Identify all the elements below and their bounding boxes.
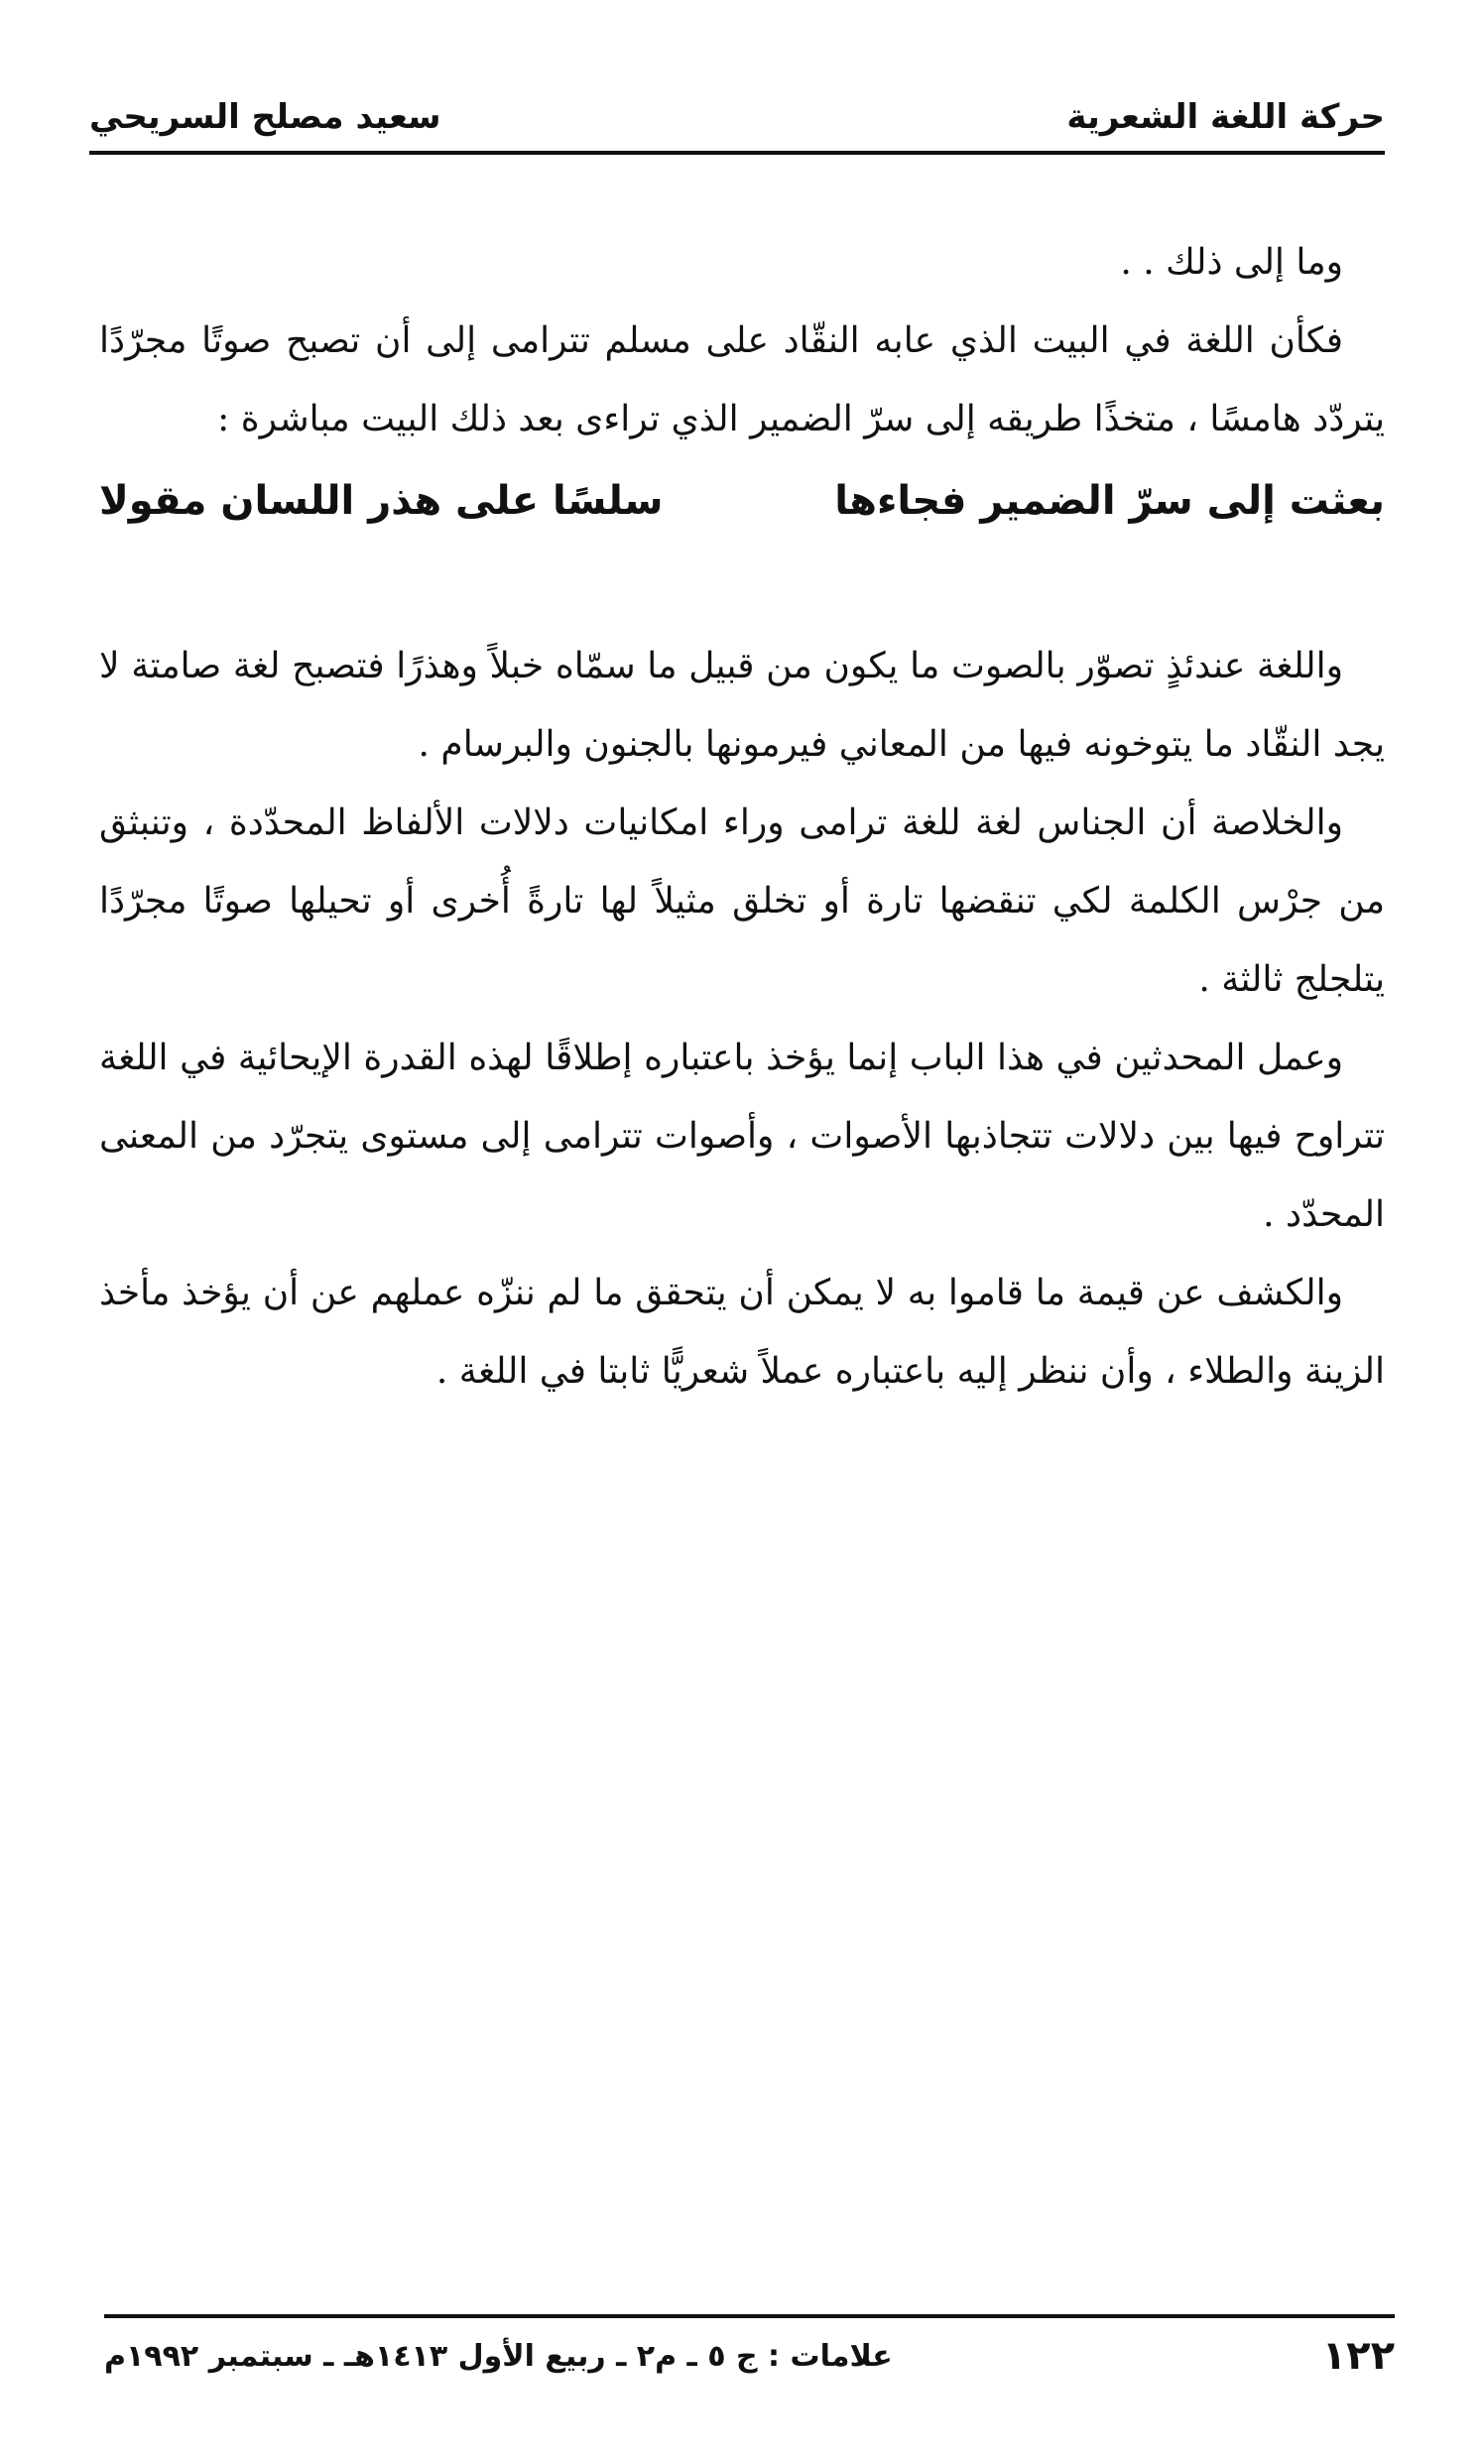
page-number: ١٢٢ — [1321, 2333, 1395, 2379]
running-header — [89, 91, 1385, 155]
verse-first-hemistich: بعثت إلى سرّ الضمير فجاءها — [834, 478, 1385, 524]
paragraph-2: فكأن اللغة في البيت الذي عابه النقّاد على مسلم تترامى إلى أن تصبح صوتًا مجرّدًا يتردّد هامسًا ، متخذًا طريقه إلى سرّ الضمير الذي تراءى بعد ذلك البيت مباشرة : — [99, 320, 1385, 439]
running-header-book-title: حركة اللغة الشعرية — [1066, 97, 1385, 137]
paragraph-6: والكشف عن قيمة ما قاموا به لا يمكن أن يتحقق ما لم ننزّه عملهم عن أن يؤخذ مأخذ الزينة والطلاء ، وأن ننظر إليه باعتباره عملاً شعريًّا ثابتا في اللغة . — [99, 1273, 1385, 1392]
footer-rule — [104, 2314, 1395, 2318]
paragraph-5: وعمل المحدثين في هذا الباب إنما يؤخذ باعتباره إطلاقًا لهذه القدرة الإيحائية في اللغة تتراوح فيها بين دلالات تتجاذبها الأصوات ، وأصوات تترامى إلى مستوى يتجرّد من المعنى المحدّد . — [99, 1038, 1385, 1235]
verse-spacer — [99, 544, 1385, 627]
paragraph-4: والخلاصة أن الجناس لغة للغة ترامى وراء امكانيات دلالات الألفاظ المحدّدة ، وتنبثق من جرْس الكلمة لكي تنقضها تارة أو تخلق مثيلاً لها تارةً أُخرى أو تحيلها صوتًا مجرّدًا يتلجلج ثالثة . — [99, 802, 1385, 1000]
body-text — [99, 223, 1385, 1411]
paragraph-1: وما إلى ذلك . . — [1120, 242, 1343, 283]
journal-issue-info: علامات : ج ٥ ـ م٢ ـ ربيع الأول ١٤١٣هـ ـ سبتمبر ١٩٩٢م — [104, 2339, 893, 2374]
paragraph-3: واللغة عندئذٍ تصوّر بالصوت ما يكون من قبيل ما سمّاه خبلاً وهذرًا فتصبح لغة صامتة لا يجد النقّاد ما يتوخونه فيها من المعاني فيرمونها بالجنون والبرسام . — [99, 646, 1385, 765]
running-header-author: سعيد مصلح السريحي — [89, 97, 441, 137]
poetry-verse — [99, 458, 1385, 544]
verse-second-hemistich: سلسًا على هذر اللسان مقولا — [99, 478, 664, 524]
running-footer — [104, 2333, 1395, 2393]
